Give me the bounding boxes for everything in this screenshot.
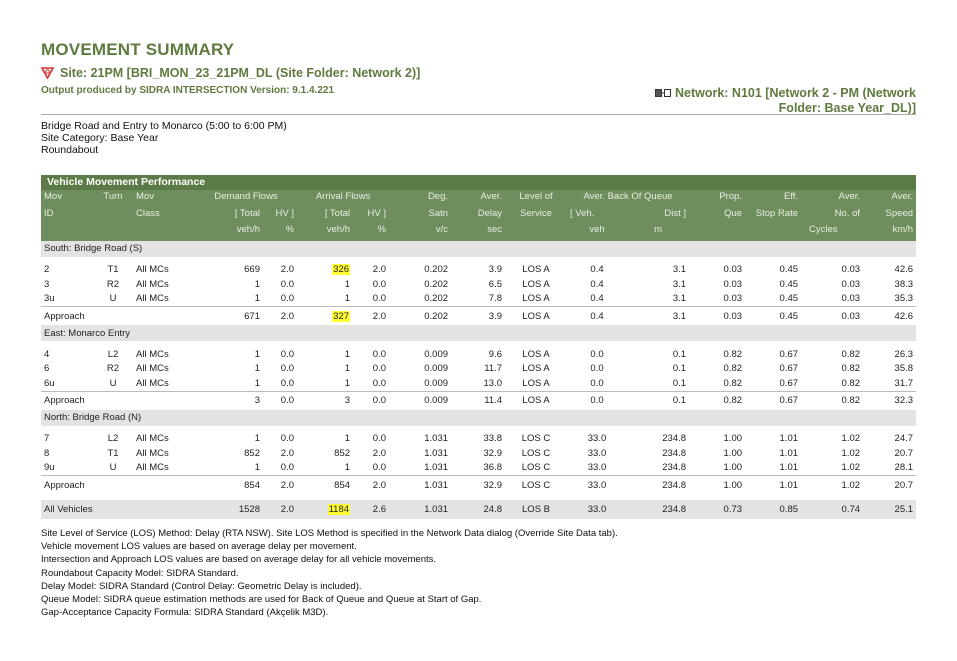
- table-cell: 852: [244, 447, 260, 459]
- table-cell: 3.1: [672, 293, 687, 305]
- table-cell: Approach: [41, 476, 195, 495]
- table-cell: 0.03: [841, 278, 861, 290]
- table-cell: 35.3: [894, 293, 914, 305]
- table-cell: All MCs: [136, 433, 169, 445]
- table-cell: 0.4: [590, 278, 604, 290]
- table-cell: 33.0: [567, 500, 627, 519]
- table-cell: 0.0: [372, 377, 387, 389]
- table-cell: 4: [44, 348, 50, 360]
- table-cell: 0.1: [672, 363, 687, 375]
- table-cell: 32.9: [483, 447, 503, 459]
- table-cell: 1: [254, 348, 260, 360]
- table-cell: 1: [344, 462, 351, 474]
- table-header: [41, 190, 916, 241]
- approach-row: [41, 476, 916, 495]
- th-arrival-flows: Arrival Flows: [315, 191, 371, 202]
- table-cell: All MCs: [136, 462, 169, 474]
- table-cell: All Vehicles: [41, 500, 195, 519]
- table-cell: 0.4: [567, 307, 627, 326]
- table-cell: L2: [107, 433, 119, 445]
- note-line: Queue Model: SIDRA queue estimation methods are used for Back of Queue and Queue at Start of Gap.: [41, 594, 482, 606]
- table-cell: 0.85: [745, 500, 801, 519]
- table-cell: 42.6: [863, 307, 916, 326]
- table-row: [41, 362, 916, 377]
- table-cell: 0.202: [424, 293, 449, 305]
- table-cell: 0.73: [689, 500, 745, 519]
- table-cell: 0.0: [372, 278, 387, 290]
- page-title: MOVEMENT SUMMARY: [41, 40, 235, 59]
- notes: [41, 527, 618, 619]
- table-cell: 1: [344, 363, 351, 375]
- table-cell: 1.031: [424, 433, 449, 445]
- note-line: Intersection and Approach LOS values are based on average delay for all vehicle movements.: [41, 554, 437, 566]
- table-cell: 0.0: [590, 348, 604, 360]
- unit-pct: %: [285, 224, 295, 235]
- table-cell: 0.4: [590, 293, 604, 305]
- unit-veh-h: veh/h: [326, 224, 351, 235]
- table-cell: 0.45: [779, 293, 799, 305]
- note-line: Roundabout Capacity Model: SIDRA Standard.: [41, 567, 239, 579]
- table-cell: 1: [254, 433, 260, 445]
- table-title: Vehicle Movement Performance: [41, 175, 916, 190]
- table-cell: R2: [106, 363, 120, 375]
- site-info: [41, 120, 287, 156]
- table-cell: 2.0: [280, 447, 295, 459]
- th-class: Class: [136, 207, 160, 219]
- table-cell: 1: [254, 462, 260, 474]
- table-cell: 0.67: [779, 377, 799, 389]
- th-aver-cycles: Aver.: [838, 191, 861, 202]
- table-cell: 1: [344, 293, 351, 305]
- table-cell: 0.45: [779, 264, 799, 276]
- table-cell: 1: [254, 377, 260, 389]
- table-cell: 1.02: [841, 447, 861, 459]
- note-line: Site Level of Service (LOS) Method: Delay (RTA NSW). Site LOS Method is specified in the Network Data dialog (Override Site Data tab).: [41, 528, 618, 539]
- site-category: Site Category: Base Year: [41, 132, 159, 144]
- note-line: Gap-Acceptance Capacity Formula: SIDRA Standard (Akçelik M3D).: [41, 607, 329, 619]
- table-cell: 20.7: [863, 476, 916, 495]
- table-cell: 20.7: [894, 447, 914, 459]
- table-cell: 1.01: [745, 476, 801, 495]
- table-cell: LOS A: [522, 363, 550, 375]
- table-row: [41, 263, 916, 278]
- table-cell: 9u: [44, 462, 55, 474]
- unit-veh: veh: [589, 224, 605, 235]
- section-name: North: Bridge Road (N): [41, 410, 916, 426]
- table-cell: All MCs: [136, 377, 169, 389]
- table-cell: LOS A: [522, 377, 550, 389]
- table-cell: 24.8: [451, 500, 505, 519]
- note-line: Delay Model: SIDRA Standard (Control Delay: Geometric Delay is included).: [41, 580, 362, 592]
- table-cell: 0.82: [841, 363, 861, 375]
- th-level-of-service: Level of: [519, 191, 553, 202]
- table-cell: 0.03: [689, 307, 745, 326]
- table-cell: LOS A: [522, 278, 550, 290]
- highlight: 326: [333, 264, 350, 276]
- table-cell: 0.67: [779, 348, 799, 360]
- table-cell: 0.03: [841, 293, 861, 305]
- table-cell: 0.03: [723, 264, 743, 276]
- table-cell: 0.0: [280, 433, 295, 445]
- table-cell: 0.03: [801, 307, 863, 326]
- approach-row: [41, 307, 916, 326]
- table-cell: U: [109, 377, 117, 389]
- table-cell: 854: [195, 476, 263, 495]
- site-line: [41, 66, 420, 80]
- table-cell: T1: [107, 264, 119, 276]
- table-cell: 0.0: [280, 363, 295, 375]
- table-cell: 1528: [195, 500, 263, 519]
- table-cell: 854: [297, 476, 353, 495]
- th-aver-speed: Aver.: [891, 191, 914, 202]
- table-cell: 1: [344, 433, 351, 445]
- table-cell: 1.01: [779, 462, 799, 474]
- table-cell: 0.03: [723, 293, 743, 305]
- th-deg-satn: Deg.: [427, 191, 449, 202]
- table-cell: 32.9: [451, 476, 505, 495]
- table-cell: 2.0: [263, 500, 297, 519]
- th-dist: Dist ]: [664, 207, 687, 219]
- table-cell: LOS A: [522, 264, 550, 276]
- table-cell: LOS C: [505, 476, 567, 495]
- table-cell: 234.8: [627, 476, 689, 495]
- site-type: Roundabout: [41, 144, 99, 156]
- table-cell: 31.7: [894, 377, 914, 389]
- table-cell: 669: [244, 264, 260, 276]
- table-cell: 2.0: [372, 264, 387, 276]
- table-cell: 0.0: [590, 377, 604, 389]
- table-cell: 0.0: [280, 348, 295, 360]
- table-cell: 2.0: [263, 307, 297, 326]
- table-cell: 33.0: [567, 476, 627, 495]
- unit-veh-h: veh/h: [236, 224, 260, 235]
- table-cell: [297, 263, 353, 278]
- note-line: Vehicle movement LOS values are based on average delay per movement.: [41, 541, 357, 553]
- table-cell: 36.8: [483, 462, 503, 474]
- table-cell: Approach: [41, 307, 195, 326]
- table-cell: 1.00: [723, 447, 743, 459]
- th-mov-class: Mov: [136, 191, 154, 202]
- table-cell: 671: [195, 307, 263, 326]
- table-cell: 0.03: [723, 278, 743, 290]
- table-cell: 2.0: [372, 447, 387, 459]
- table-cell: All MCs: [136, 447, 169, 459]
- th-demand-hv: HV ]: [275, 207, 295, 219]
- table-cell: LOS A: [505, 391, 567, 410]
- table-cell: 234.8: [627, 500, 689, 519]
- th-arrival-total: [ Total: [324, 207, 351, 219]
- table-cell: 1: [344, 278, 351, 290]
- table-cell: 852: [334, 447, 351, 459]
- table-cell: 0.009: [424, 363, 449, 375]
- table-row: [41, 376, 916, 391]
- table-cell: 3.9: [488, 264, 503, 276]
- table-row: [41, 347, 916, 362]
- section-header: [41, 241, 916, 257]
- table-cell: 11.7: [484, 363, 503, 375]
- table-cell: All MCs: [136, 293, 169, 305]
- table-row: [41, 461, 916, 476]
- table-cell: 0.0: [590, 363, 604, 375]
- table-cell: 1.031: [424, 462, 449, 474]
- table-cell: 0.0: [372, 462, 387, 474]
- table-cell: 1.02: [801, 476, 863, 495]
- unit-m: m: [654, 224, 662, 235]
- section-header: [41, 325, 916, 341]
- table-cell: 1.031: [389, 500, 451, 519]
- table-body: [41, 241, 916, 520]
- table-cell: 1.02: [841, 433, 861, 445]
- movement-table: [41, 175, 916, 519]
- table-cell: 2: [44, 264, 50, 276]
- table-cell: 0.4: [590, 264, 604, 276]
- site-description: Bridge Road and Entry to Monarco (5:00 to 6:00 PM): [41, 120, 287, 132]
- th-turn: Turn: [103, 191, 123, 202]
- table-cell: 2.0: [353, 476, 389, 495]
- table-cell: 234.8: [662, 433, 687, 445]
- table-cell: 42.6: [894, 264, 914, 276]
- table-cell: LOS C: [521, 462, 551, 474]
- table-cell: 35.8: [894, 363, 914, 375]
- table-cell: 0.82: [841, 377, 861, 389]
- table-cell: 1.031: [424, 447, 449, 459]
- th-satn: Satn: [428, 207, 449, 219]
- output-version: Output produced by SIDRA INTERSECTION Version: 9.1.4.221: [41, 85, 335, 96]
- highlight: 327: [333, 310, 350, 322]
- table-cell: 0.202: [389, 307, 451, 326]
- table-cell: 0.82: [723, 348, 743, 360]
- table-cell: T1: [107, 447, 119, 459]
- site-title: Site: 21PM [BRI_MON_23_21PM_DL (Site Folder: Network 2)]: [60, 66, 421, 80]
- section-name: South: Bridge Road (S): [41, 241, 916, 257]
- table-cell: Approach: [41, 391, 195, 410]
- table-cell: 3u: [44, 293, 55, 305]
- table-cell: LOS C: [521, 433, 551, 445]
- table-cell: 1.02: [841, 462, 861, 474]
- table-cell: 28.1: [894, 462, 914, 474]
- th-no-of: No. of: [834, 207, 861, 219]
- table-cell: [297, 500, 353, 519]
- table-cell: LOS A: [522, 348, 550, 360]
- th-stop-rate: Stop Rate: [755, 207, 799, 219]
- table-cell: All MCs: [136, 348, 169, 360]
- table-cell: 1: [344, 377, 351, 389]
- table-cell: 25.1: [863, 500, 916, 519]
- table-cell: 0.1: [672, 377, 687, 389]
- network-icon: [655, 86, 671, 101]
- table-cell: 33.0: [587, 447, 607, 459]
- table-cell: 0.74: [801, 500, 863, 519]
- table-cell: 0.0: [567, 391, 627, 410]
- table-cell: U: [109, 462, 117, 474]
- table-row: [41, 432, 916, 447]
- table-cell: 33.0: [587, 462, 607, 474]
- table-cell: R2: [106, 278, 120, 290]
- network-label: [626, 86, 916, 116]
- roundabout-icon: [41, 67, 54, 79]
- table-row: [41, 292, 916, 307]
- table-cell: 1: [254, 363, 260, 375]
- table-cell: L2: [107, 348, 119, 360]
- unit-sec: sec: [487, 224, 503, 235]
- table-cell: 0.1: [672, 348, 687, 360]
- table-cell: 2.6: [353, 500, 389, 519]
- th-demand-flows: Demand Flows: [214, 191, 278, 202]
- th-delay: Delay: [477, 207, 503, 219]
- table-cell: 7: [44, 433, 50, 445]
- th-que: Que: [724, 207, 743, 219]
- th-service: Service: [520, 207, 552, 219]
- table-cell: 0.0: [372, 293, 387, 305]
- table-cell: 1: [254, 293, 260, 305]
- table-cell: All MCs: [136, 278, 169, 290]
- table-cell: 0.67: [779, 363, 799, 375]
- table-cell: 0.009: [389, 391, 451, 410]
- network-line2: Folder: Base Year_DL)]: [778, 101, 916, 116]
- highlight: 1184: [328, 504, 350, 515]
- table-cell: 0.82: [689, 391, 745, 410]
- table-cell: 7.8: [488, 293, 503, 305]
- table-cell: 6u: [44, 377, 55, 389]
- table-cell: LOS B: [505, 500, 567, 519]
- network-line1: Network: N101 [Network 2 - PM (Network: [674, 86, 916, 100]
- all-vehicles-row: [41, 500, 916, 519]
- table-cell: 0.0: [263, 391, 297, 410]
- table-cell: 38.3: [894, 278, 914, 290]
- table-cell: LOS C: [521, 447, 551, 459]
- th-arrival-hv: HV ]: [367, 207, 387, 219]
- table-cell: LOS A: [522, 293, 550, 305]
- table-cell: 11.4: [451, 391, 505, 410]
- table-cell: 0.1: [627, 391, 689, 410]
- th-cycles: Cycles: [809, 224, 838, 235]
- table-row: [41, 277, 916, 292]
- header-divider: [41, 114, 916, 115]
- table-cell: 6: [44, 363, 50, 375]
- table-cell: 33.0: [587, 433, 607, 445]
- table-cell: 1.01: [779, 447, 799, 459]
- th-back-of-queue: Aver. Back Of Queue: [583, 191, 673, 202]
- table-cell: 3: [297, 391, 353, 410]
- table-cell: 0.0: [353, 391, 389, 410]
- table-cell: 0.0: [280, 278, 295, 290]
- table-cell: 24.7: [894, 433, 914, 445]
- table-cell: 0.202: [424, 278, 449, 290]
- th-id: ID: [44, 207, 54, 219]
- table-cell: 1.00: [723, 433, 743, 445]
- table-cell: 3: [195, 391, 263, 410]
- unit-kmh: km/h: [892, 224, 914, 235]
- table-cell: 33.8: [483, 433, 503, 445]
- table-cell: LOS A: [505, 307, 567, 326]
- table-cell: 1.00: [689, 476, 745, 495]
- table-cell: 0.009: [424, 348, 449, 360]
- table-cell: U: [109, 293, 117, 305]
- table-cell: 3.1: [672, 278, 687, 290]
- th-eff-stop: Eff.: [783, 191, 799, 202]
- table-cell: [297, 307, 353, 326]
- table-cell: 234.8: [662, 447, 687, 459]
- table-cell: 9.6: [488, 348, 503, 360]
- table-cell: 3: [44, 278, 50, 290]
- table-cell: 0.82: [723, 377, 743, 389]
- table-cell: 0.0: [372, 363, 387, 375]
- table-cell: 0.67: [745, 391, 801, 410]
- table-cell: 0.82: [723, 363, 743, 375]
- table-cell: 3.1: [627, 307, 689, 326]
- table-cell: 6.5: [488, 278, 503, 290]
- table-cell: 0.45: [745, 307, 801, 326]
- th-blank: [93, 207, 133, 224]
- table-cell: 1.031: [389, 476, 451, 495]
- table-cell: 0.82: [841, 348, 861, 360]
- th-speed: Speed: [885, 207, 914, 219]
- table-cell: 1.01: [779, 433, 799, 445]
- table-cell: 0.009: [424, 377, 449, 389]
- table-cell: 26.3: [894, 348, 914, 360]
- unit-vc: v/c: [435, 224, 449, 235]
- section-name: East: Monarco Entry: [41, 325, 916, 341]
- table-cell: 1: [344, 348, 351, 360]
- unit-pct: %: [377, 224, 387, 235]
- table-cell: 32.3: [863, 391, 916, 410]
- table-cell: 2.0: [280, 264, 295, 276]
- table-cell: 0.03: [841, 264, 861, 276]
- table-cell: 0.0: [280, 462, 295, 474]
- th-mov: Mov: [44, 191, 62, 202]
- th-aver-delay: Aver.: [480, 191, 503, 202]
- table-cell: 0.82: [801, 391, 863, 410]
- table-cell: 0.202: [424, 264, 449, 276]
- table-cell: All MCs: [136, 363, 169, 375]
- table-cell: 2.0: [263, 476, 297, 495]
- th-prop-que: Prop.: [719, 191, 743, 202]
- section-header: [41, 410, 916, 426]
- approach-row: [41, 391, 916, 410]
- table-cell: 2.0: [353, 307, 389, 326]
- table-cell: 3.9: [451, 307, 505, 326]
- table-cell: 0.0: [372, 433, 387, 445]
- table-cell: 1: [254, 278, 260, 290]
- table-cell: 234.8: [662, 462, 687, 474]
- table-cell: 1.00: [723, 462, 743, 474]
- th-veh: [ Veh.: [570, 207, 595, 219]
- table-cell: 13.0: [483, 377, 503, 389]
- th-demand-total: [ Total: [234, 207, 260, 219]
- table-cell: 8: [44, 447, 50, 459]
- table-row: [41, 446, 916, 461]
- table-cell: 3.1: [672, 264, 687, 276]
- table-cell: All MCs: [136, 264, 169, 276]
- table-cell: 0.0: [280, 293, 295, 305]
- table-cell: 0.0: [372, 348, 387, 360]
- table-cell: 0.0: [280, 377, 295, 389]
- table-cell: 0.45: [779, 278, 799, 290]
